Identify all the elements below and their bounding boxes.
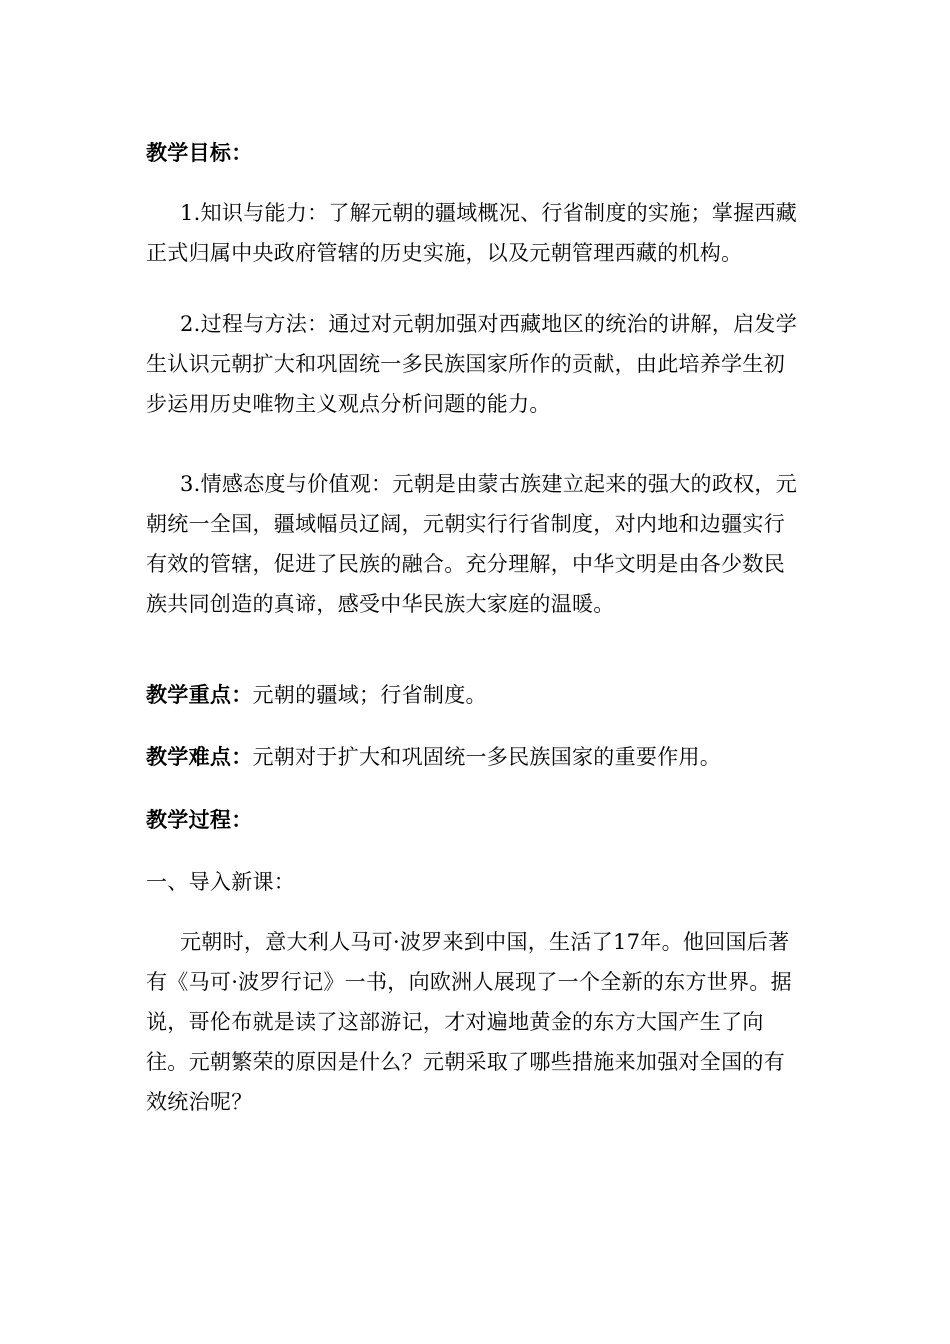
key-point (146, 675, 806, 715)
key-point-text: 元朝的疆域；行省制度。 (252, 683, 487, 707)
key-point-label: 教学重点： (146, 683, 253, 707)
intro-paragraph: 元朝时，意大利人马可·波罗来到中国，生活了17年。他回国后著有《马可·波罗行记》一书，向欧洲人展现了一个全新的东方世界。据说，哥伦布就是读了这部游记，才对遍地黄金的东方大国产生了向往。元朝繁荣的原因是什么？元朝采取了哪些措施来加强对全国的有效统治呢？ (146, 930, 792, 1114)
objective-process: 2.过程与方法：通过对元朝加强对西藏地区的统治的讲解，启发学生认识元朝扩大和巩固统一多民族国家所作的贡献，由此培养学生初步运用历史唯物主义观点分析问题的能力。 (146, 312, 798, 416)
difficulty-label: 教学难点： (146, 745, 253, 769)
objectives-heading: 教学目标： (146, 141, 253, 165)
process-heading: 教学过程： (146, 808, 253, 832)
objective-values: 3.情感态度与价值观：元朝是由蒙古族建立起来的强大的政权，元朝统一全国，疆域幅员辽阔，元朝实行行省制度，对内地和边疆实行有效的管辖，促进了民族的融合。充分理解，中华文明是由各少数民族共同创造的真谛，感受中华民族大家庭的温暖。 (146, 472, 798, 616)
difficulty (146, 737, 806, 777)
difficulty-text: 元朝对于扩大和巩固统一多民族国家的重要作用。 (252, 745, 722, 769)
objective-knowledge: 1.知识与能力：了解元朝的疆域概况、行省制度的实施；掌握西藏正式归属中央政府管辖的历史实施，以及元朝管理西藏的机构。 (146, 201, 798, 265)
section-title: 一、导入新课： (146, 870, 296, 894)
